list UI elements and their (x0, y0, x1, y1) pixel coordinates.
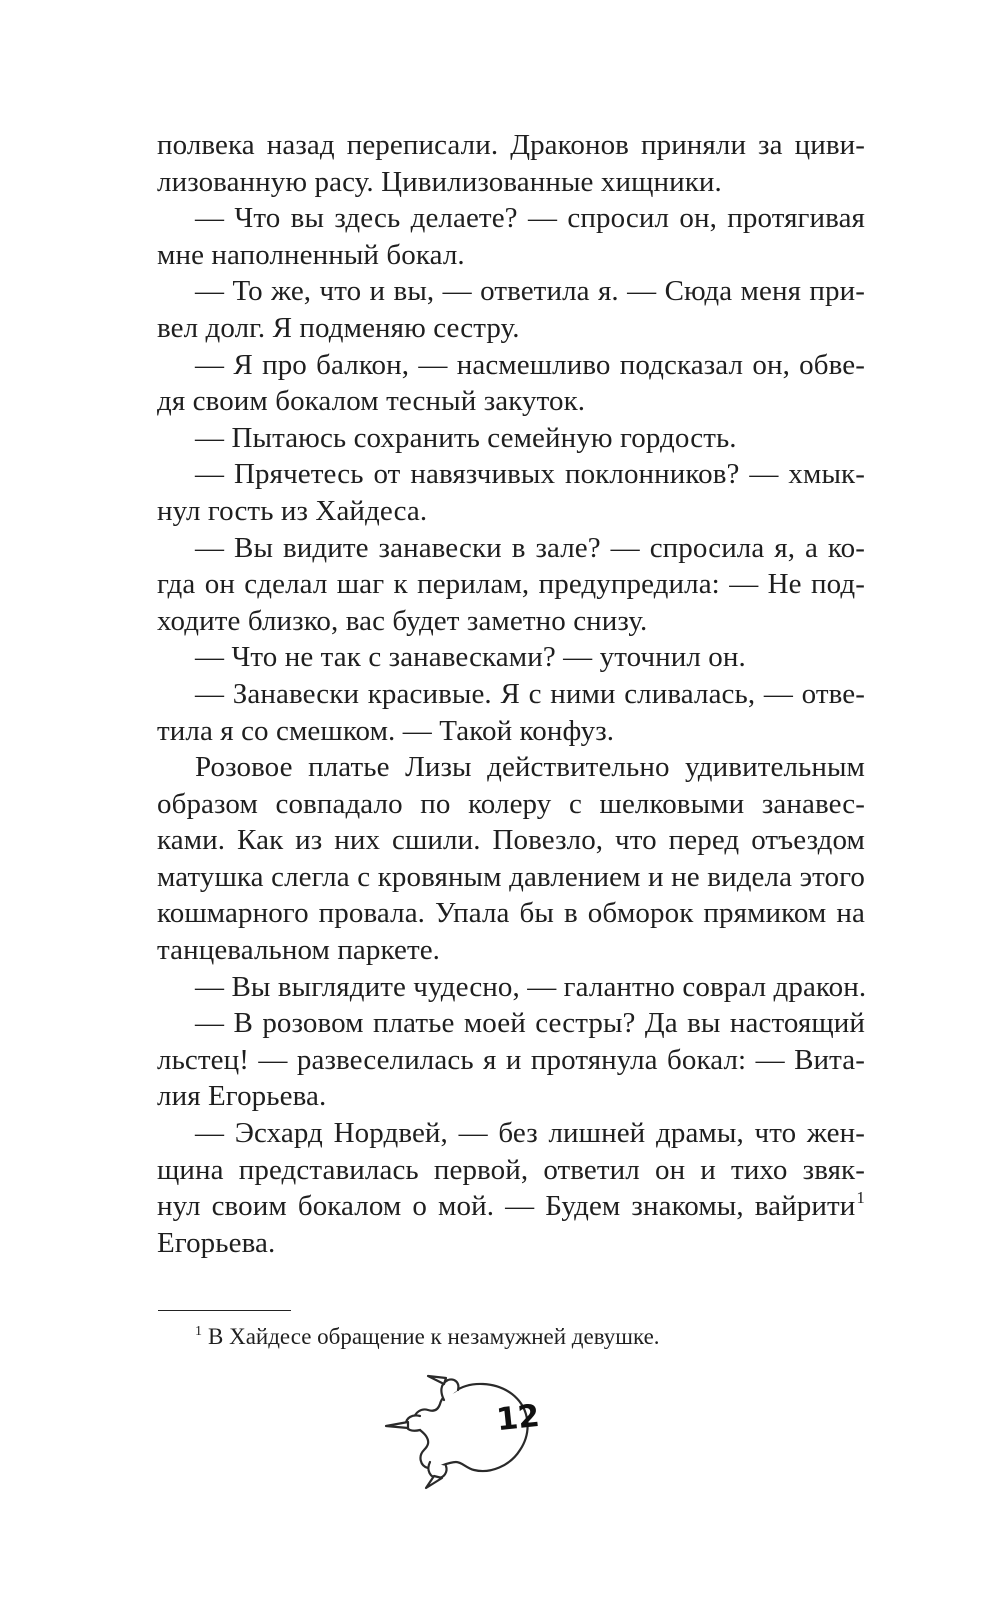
text-line: — Занавески красивые. Я с ними сливалась, — отве- (195, 677, 865, 710)
text-line: ками. Как из них сшили. Повезло, что перед отъездом (157, 824, 865, 857)
text-line: нул гость из Хайдеса. (157, 494, 428, 527)
text-line-content: нул своим бокалом о мой. — Будем знакомы, вайрити (157, 1190, 856, 1223)
text-line: тила я со смешком. — Такой конфуз. (157, 714, 615, 747)
text-line: полвека назад переписали. Драконов приняли за циви- (157, 129, 865, 161)
text-line: — Эсхард Нордвей, — без лишней драмы, что жен- (195, 1117, 865, 1150)
text-line: мне наполненный бокал. (157, 238, 465, 271)
text-line: Розовое платье Лизы действительно удивительным (195, 751, 865, 784)
text-line (157, 1188, 865, 1225)
text-line: гда он сделал шаг к перилам, предупредила: — Не под- (157, 568, 865, 601)
text-line: лизованную расу. Цивилизованные хищники. (157, 165, 722, 198)
text-line: матушка слегла с кровяным давлением и не видела этого (157, 860, 865, 893)
text-line: — Вы видите занавески в зале? — спросила я, а ко- (195, 531, 865, 564)
text-line: — Вы выглядите чудесно, — галантно соврал дракон. (195, 970, 867, 1003)
footnote-text: В Хайдесе обращение к незамужней девушке. (208, 1324, 660, 1349)
text-line: ходите близко, вас будет заметно снизу. (157, 604, 648, 637)
text-line: — Что вы здесь делаете? — спросил он, протягивая (195, 202, 865, 235)
text-line: дя своим бокалом тесный закуток. (157, 385, 586, 418)
footnote-marker: 1 (195, 1324, 202, 1339)
text-line: — В розовом платье моей сестры? Да вы настоящий (195, 1007, 865, 1040)
main-text (157, 127, 865, 1261)
text-line: кошмарного провала. Упала бы в обморок прямиком на (157, 897, 865, 930)
text-line: — Я про балкон, — насмешливо подсказал он, обве- (195, 348, 865, 381)
text-line: танцевальном паркете. (157, 934, 441, 967)
footnote (195, 1322, 660, 1352)
footnote-divider (158, 1310, 291, 1311)
text-line: вел долг. Я подменяю сестру. (157, 311, 520, 344)
text-line: — Что не так с занавесками? — уточнил он. (195, 641, 746, 674)
text-line: образом совпадало по колеру с шелковыми занавес- (157, 787, 865, 820)
text-line: Егорьева. (157, 1226, 276, 1259)
text-line: щина представилась первой, ответил он и тихо звяк- (157, 1153, 865, 1186)
text-line: лия Егорьева. (157, 1080, 327, 1113)
text-line: льстец! — развеселилась я и протянула бокал: — Вита- (157, 1043, 865, 1076)
footnote-reference: 1 (856, 1188, 865, 1208)
text-line: — Пытаюсь сохранить семейную гордость. (195, 421, 737, 454)
text-line: — Прячетесь от навязчивых поклонников? — хмык- (195, 458, 865, 491)
text-line: — То же, что и вы, — ответила я. — Сюда меня при- (195, 275, 865, 308)
page-number-ornament (370, 1370, 540, 1490)
page-number: 12 (494, 1397, 542, 1439)
